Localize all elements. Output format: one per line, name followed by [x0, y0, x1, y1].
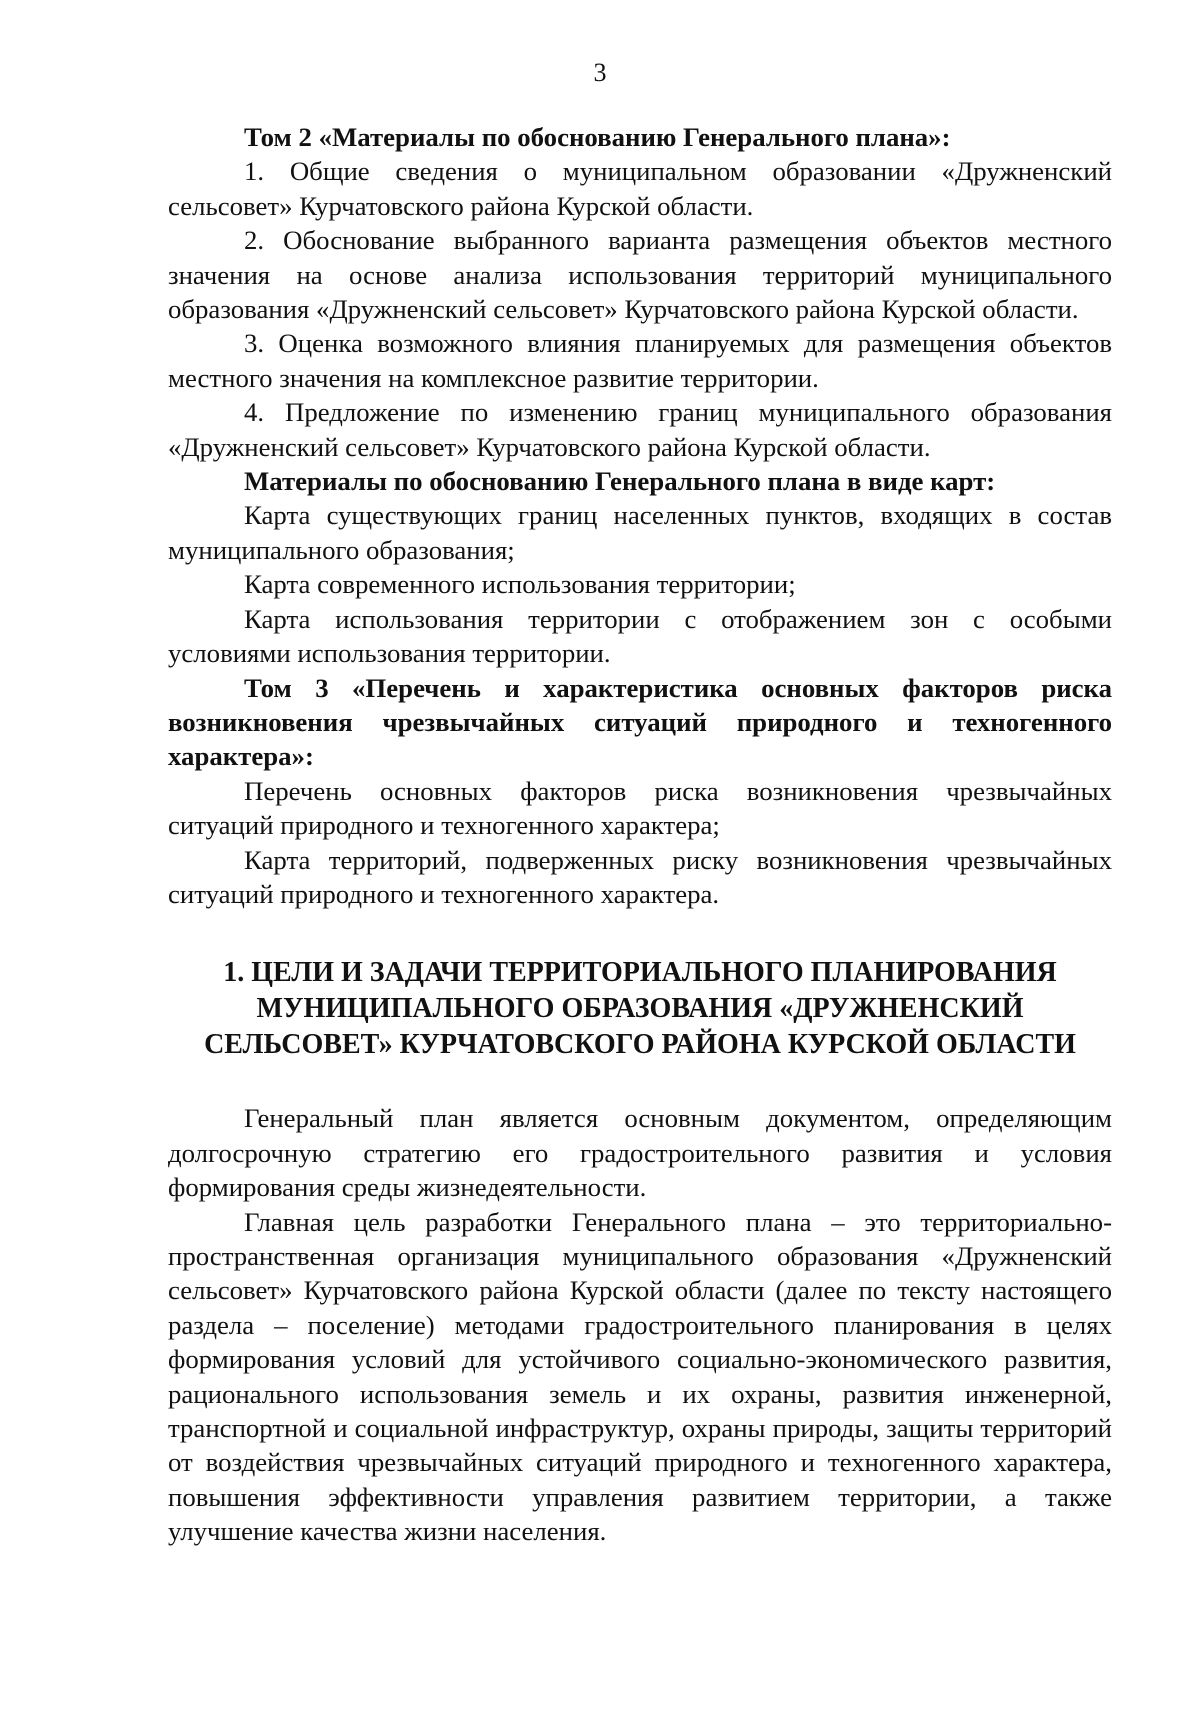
volume2-item-2: 2. Обоснование выбранного варианта размещения объектов местного значения на основе анализа использования территорий муниципального образования «Дружненский сельсовет» Курчатовского района Курской области. [168, 225, 1112, 325]
page-number: 3 [593, 58, 607, 87]
volume3-title: Том 3 «Перечень и характеристика основных факторов риска возникновения чрезвычайных ситуаций природного и техногенного характера»: [168, 672, 1112, 772]
volume3-item-1: Перечень основных факторов риска возникновения чрезвычайных ситуаций природного и техногенного характера; [168, 775, 1112, 841]
section1-paragraph-1: Генеральный план является основным документом, определяющим долгосрочную стратегию его градостроительного развития и условия формирования среды жизнедеятельности. [168, 1103, 1112, 1203]
section1-heading-line-1: 1. ЦЕЛИ И ЗАДАЧИ ТЕРРИТОРИАЛЬНОГО ПЛАНИРОВАНИЯ [223, 957, 1057, 989]
volume2-maps-title: Материалы по обоснованию Генерального плана в виде карт: [244, 466, 996, 497]
page-content [168, 120, 1112, 1549]
volume3-item-2: Карта территорий, подверженных риску возникновения чрезвычайных ситуаций природного и техногенного характера. [168, 844, 1112, 909]
volume2-map-1: Карта существующих границ населенных пунктов, входящих в состав муниципального образования; [168, 500, 1112, 565]
volume2-map-3: Карта использования территории с отображением зон с особыми условиями использования территории. [168, 603, 1112, 669]
volume2-title: Том 2 «Материалы по обоснованию Генерального плана»: [244, 122, 951, 152]
volume2-map-2: Карта современного использования территории; [244, 569, 796, 600]
volume2-item-1: 1. Общие сведения о муниципальном образовании «Дружненский сельсовет» Курчатовского района Курской области. [168, 156, 1112, 221]
section1-heading-line-2: МУНИЦИПАЛЬНОГО ОБРАЗОВАНИЯ «ДРУЖНЕНСКИЙ [256, 993, 1024, 1025]
volume2-item-4: 4. Предложение по изменению границ муниципального образования «Дружненский сельсовет» Курчатовского района Курской области. [168, 397, 1112, 462]
section1-paragraph-2: Главная цель разработки Генерального плана – это территориально-пространственная организация муниципального образования «Дружненский сельсовет» Курчатовского района Курской области (далее по тексту настоящего раздела – поселение) методами градостроительного планирования в целях формирования условий для устойчивого социально-экономического развития, рационального использования земель и их охраны, развития инженерной, транспортной и социальной инфраструктур, охраны природы, защиты территорий от воздействия чрезвычайных ситуаций природного и техногенного характера, повышения эффективности управления развитием территории, а также улучшение качества жизни населения. [168, 1206, 1112, 1547]
volume2-item-3: 3. Оценка возможного влияния планируемых для размещения объектов местного значения на комплексное развитие территории. [168, 328, 1112, 393]
section1-heading-line-3: СЕЛЬСОВЕТ» КУРЧАТОВСКОГО РАЙОНА КУРСКОЙ ОБЛАСТИ [204, 1029, 1076, 1061]
section1-heading [168, 955, 1112, 1063]
